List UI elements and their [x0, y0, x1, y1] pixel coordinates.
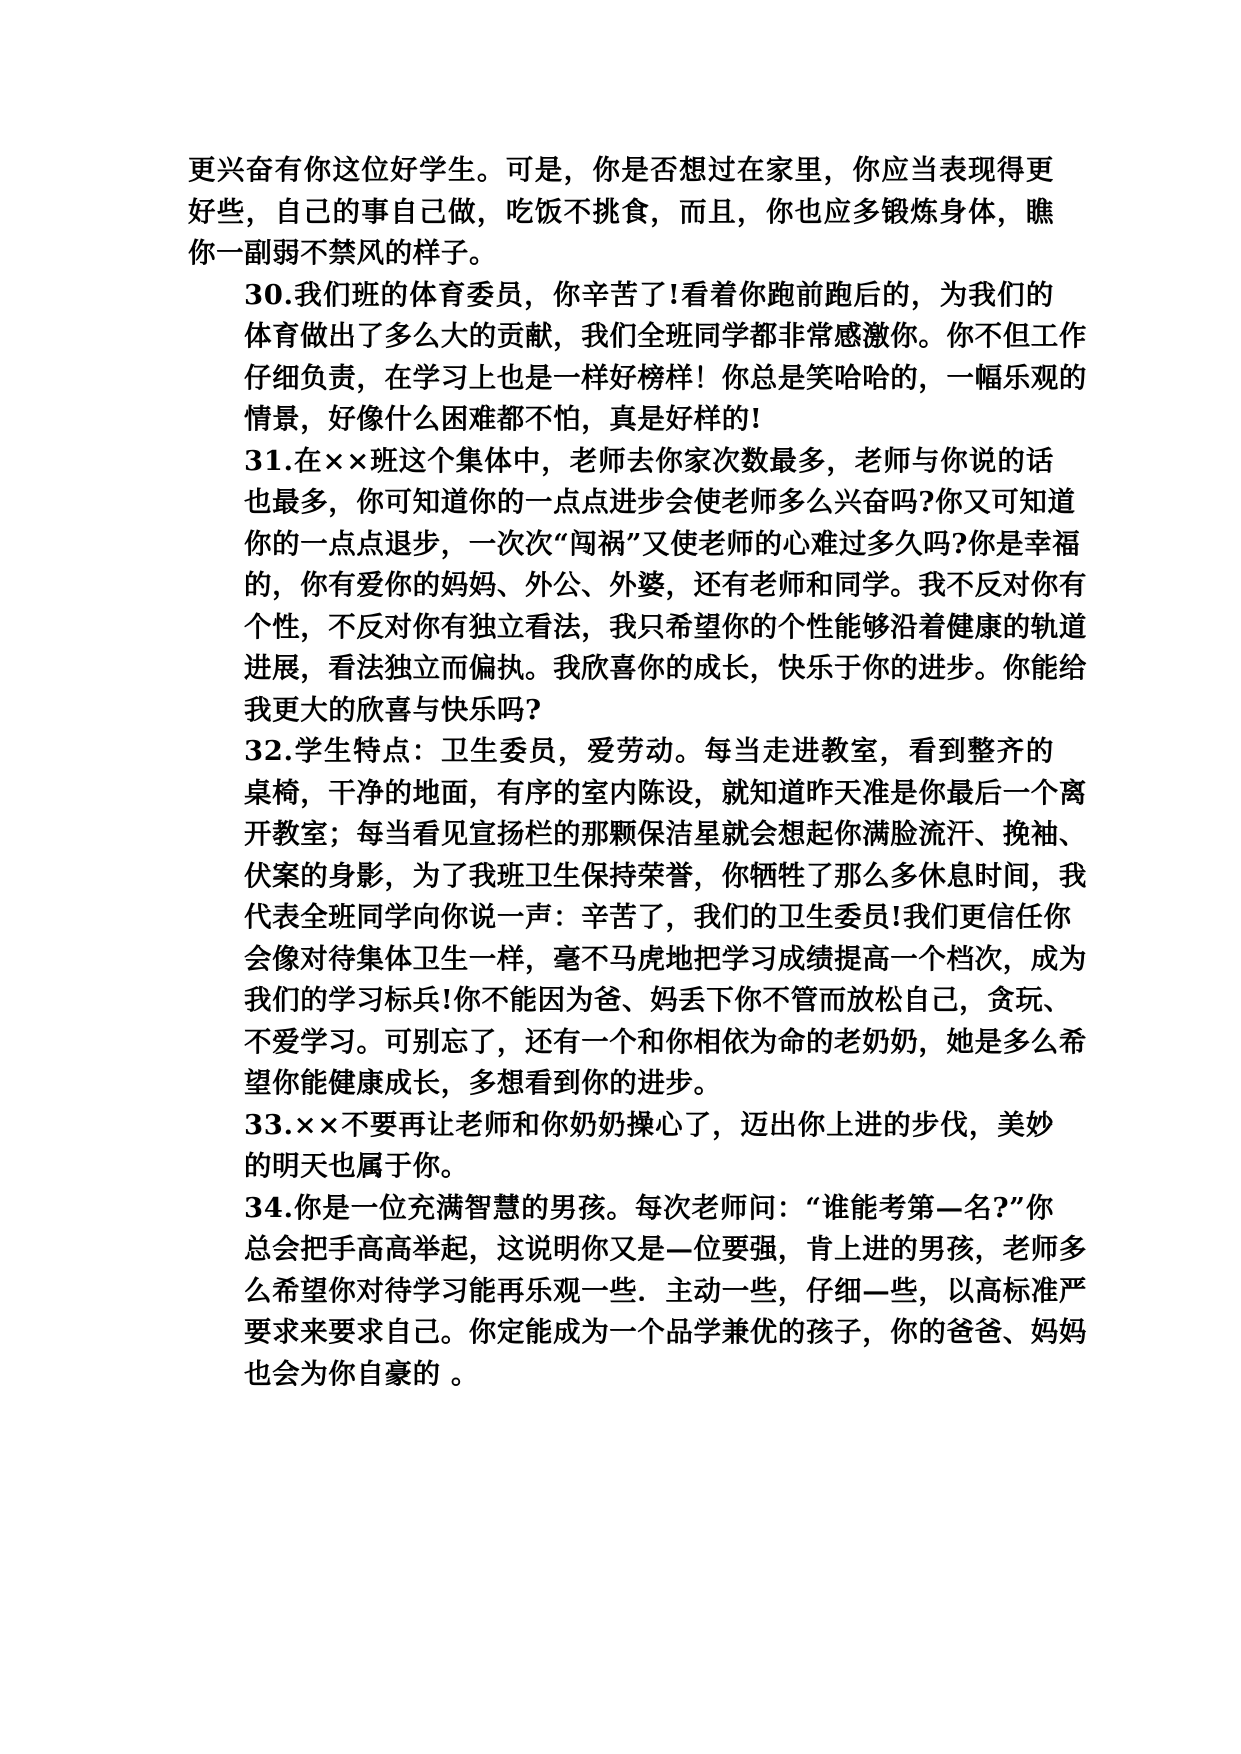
- text-line: 更兴奋有你这位好学生。可是，你是否想过在家里，你应当表现得更: [188, 154, 1054, 186]
- paragraph-item-32: [188, 731, 1087, 1105]
- text-line: 么希望你对待学习能再乐观一些．主动一些，仔细—些，以高标准严: [244, 1274, 1087, 1307]
- text-line: 我们的学习标兵!你不能因为爸、妈丢下你不管而放松自己，贪玩、: [244, 984, 1072, 1016]
- text-line: 我更大的欣喜与快乐吗?: [244, 693, 542, 726]
- text-line: 的明天也属于你。: [244, 1150, 469, 1182]
- text-line: 不爱学习。可别忘了，还有一个和你相依为命的老奶奶，她是多么希: [244, 1025, 1087, 1058]
- text-line: 伏案的身影，为了我班卫生保持荣誉，你牺牲了那么多休息时间，我: [244, 859, 1087, 892]
- text-line: 好些，自己的事自己做，吃饭不挑食，而且，你也应多锻炼身体，瞧: [188, 195, 1054, 228]
- text-line: 34.你是一位充满智慧的男孩。每次老师问：“谁能考第—名?”你: [244, 1191, 1054, 1224]
- paragraph-item-34: [188, 1188, 1087, 1396]
- text-line: 也会为你自豪的 。: [244, 1357, 479, 1390]
- text-line: 情景，好像什么困难都不怕，真是好样的!: [244, 403, 763, 435]
- text-line: 总会把手高高举起，这说明你又是—位要强，肯上进的男孩，老师多: [244, 1233, 1087, 1265]
- text-line: 会像对待集体卫生一样，毫不马虎地把学习成绩提高一个档次，成为: [244, 942, 1087, 975]
- document-body: [188, 150, 1087, 1395]
- paragraph-intro-continuation: [188, 150, 1054, 275]
- text-line: 要求来要求自己。你定能成为一个品学兼优的孩子，你的爸爸、妈妈: [244, 1316, 1087, 1348]
- paragraph-item-31: [188, 441, 1087, 732]
- text-line: 体育做出了多么大的贡献，我们全班同学都非常感激你。你不但工作: [244, 320, 1087, 352]
- text-line: 望你能健康成长，多想看到你的进步。: [244, 1067, 722, 1099]
- text-line: 代表全班同学向你说一声：辛苦了，我们的卫生委员!我们更信任你: [244, 901, 1072, 933]
- text-line: 你的一点点退步，一次次“闯祸”又使老师的心难过多久吗?你是幸福: [244, 527, 1081, 560]
- text-line: 个性，不反对你有独立看法，我只希望你的个性能够沿着健康的轨道: [244, 610, 1087, 643]
- text-line: 30.我们班的体育委员，你辛苦了!看着你跑前跑后的，为我们的: [244, 278, 1054, 311]
- text-line: 你一副弱不禁风的样子。: [188, 237, 498, 269]
- text-line: 开教室；每当看见宣扬栏的那颗保洁星就会想起你满脸流汗、挽袖、: [244, 818, 1087, 850]
- paragraph-item-33: [188, 1105, 1054, 1188]
- text-line: 进展，看法独立而偏执。我欣喜你的成长，快乐于你的进步。你能给: [244, 652, 1087, 684]
- text-line: 仔细负责，在学习上也是一样好榜样！你总是笑哈哈的，一幅乐观的: [244, 361, 1087, 394]
- text-line: 32.学生特点：卫生委员，爱劳动。每当走进教室，看到整齐的: [244, 735, 1054, 767]
- text-line: 31.在××班这个集体中，老师去你家次数最多，老师与你说的话: [244, 444, 1054, 477]
- text-line: 也最多，你可知道你的一点点进步会使老师多么兴奋吗?你又可知道: [244, 486, 1076, 518]
- text-line: 桌椅，干净的地面，有序的室内陈设，就知道昨天准是你最后一个离: [244, 776, 1087, 809]
- paragraph-item-30: [188, 275, 1087, 441]
- text-line: 的，你有爱你的妈妈、外公、外婆，还有老师和同学。我不反对你有: [244, 569, 1087, 601]
- text-line: 33.××不要再让老师和你奶奶操心了，迈出你上进的步伐，美妙: [244, 1108, 1054, 1141]
